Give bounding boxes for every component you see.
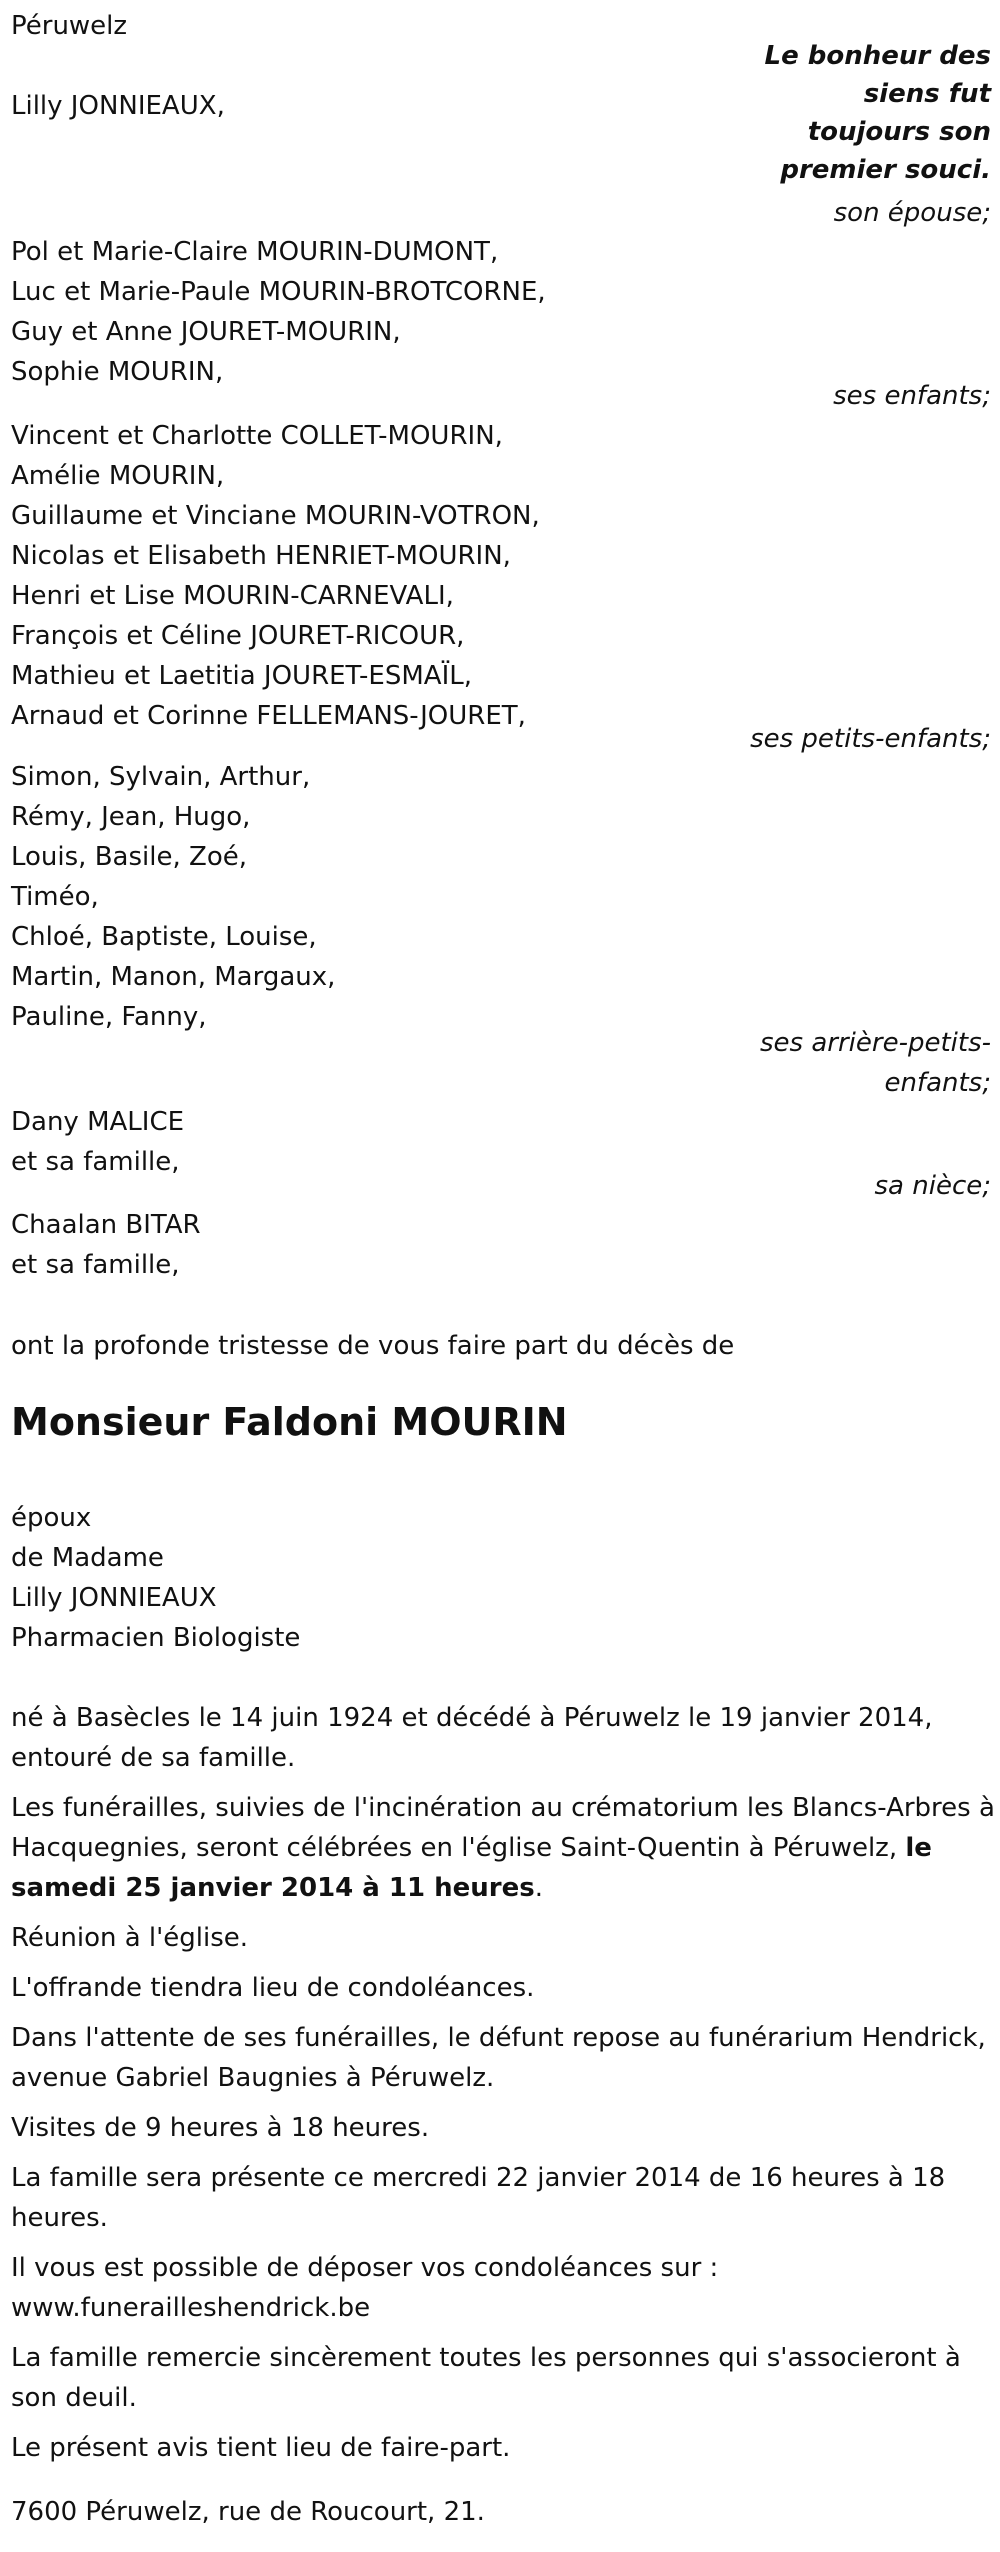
info-line: époux	[11, 1503, 92, 1533]
address: 7600 Péruwelz, rue de Roucourt, 21.	[11, 2497, 485, 2527]
list-item: Pol et Marie-Claire MOURIN-DUMONT,	[11, 237, 499, 267]
motto	[731, 37, 991, 189]
list-item: et sa famille,	[11, 1250, 180, 1280]
list-item: Guillaume et Vinciane MOURIN-VOTRON,	[11, 501, 540, 531]
visits-paragraph: Visites de 9 heures à 18 heures.	[11, 2113, 430, 2143]
funeral-date: le samedi 25 janvier 2014 à 11 heures	[11, 1833, 932, 1903]
list-item: Guy et Anne JOURET-MOURIN,	[11, 317, 401, 347]
condolences-paragraph	[11, 2248, 996, 2328]
list-item: Arnaud et Corinne FELLEMANS-JOURET,	[11, 701, 526, 731]
list-item: Pauline, Fanny,	[11, 1002, 207, 1032]
motto-line: Le bonheur des	[764, 41, 991, 71]
list-item: Nicolas et Elisabeth HENRIET-MOURIN,	[11, 541, 511, 571]
children-relation-label: ses enfants;	[833, 381, 991, 411]
funeral-end: .	[534, 1873, 543, 1903]
motto-line: toujours son	[807, 117, 991, 147]
funeral-paragraph	[11, 1788, 996, 1908]
offering-paragraph: L'offrande tiendra lieu de condoléances.	[11, 1973, 535, 2003]
spouse-relation-label: son épouse;	[833, 198, 991, 228]
label-line: ses arrière-petits-	[760, 1028, 991, 1058]
list-item: Rémy, Jean, Hugo,	[11, 802, 251, 832]
list-item: Vincent et Charlotte COLLET-MOURIN,	[11, 421, 503, 451]
children-list	[11, 232, 546, 392]
reunion-paragraph: Réunion à l'église.	[11, 1923, 249, 1953]
great-grandchildren-relation-label	[760, 1023, 991, 1103]
funeral-text: Les funérailles, suivies de l'incinération au crématorium les Blancs-Arbres à Hacquegnies, seront célébrées en l'église Saint-Quentin à Péruwelz,	[11, 1793, 995, 1863]
list-item: Chloé, Baptiste, Louise,	[11, 922, 317, 952]
info-line: Lilly JONNIEAUX	[11, 1583, 217, 1613]
family-present-paragraph: La famille sera présente ce mercredi 22 janvier 2014 de 16 heures à 18 heures.	[11, 2163, 946, 2233]
thanks-paragraph: La famille remercie sincèrement toutes les personnes qui s'associeront à son deuil.	[11, 2343, 961, 2413]
list-item: Louis, Basile, Zoé,	[11, 842, 247, 872]
condolences-text: Il vous est possible de déposer vos condoléances sur :	[11, 2253, 719, 2283]
deceased-info	[11, 1498, 300, 1658]
label-line: enfants;	[884, 1068, 991, 1098]
details	[11, 1698, 996, 2478]
info-line: Pharmacien Biologiste	[11, 1623, 301, 1653]
list-item: François et Céline JOURET-RICOUR,	[11, 621, 465, 651]
announcement: ont la profonde tristesse de vous faire part du décès de	[11, 1331, 735, 1361]
city: Péruwelz	[11, 11, 128, 41]
list-item: Chaalan BITAR	[11, 1210, 201, 1240]
list-item: Mathieu et Laetitia JOURET-ESMAÏL,	[11, 661, 473, 691]
notice-paragraph: Le présent avis tient lieu de faire-part.	[11, 2433, 511, 2463]
list-item: Henri et Lise MOURIN-CARNEVALI,	[11, 581, 454, 611]
great-grandchildren-list	[11, 757, 335, 1037]
list-item: Martin, Manon, Margaux,	[11, 962, 336, 992]
list-item: Amélie MOURIN,	[11, 461, 225, 491]
birth-paragraph: né à Basècles le 14 juin 1924 et décédé à Péruwelz le 19 janvier 2014, entouré de sa famille.	[11, 1703, 933, 1773]
grandchildren-relation-label: ses petits-enfants;	[750, 724, 991, 754]
deceased-name: Monsieur Faldoni MOURIN	[11, 1400, 568, 1444]
motto-line: premier souci.	[780, 155, 991, 185]
spouse-name: Lilly JONNIEAUX,	[11, 91, 225, 121]
list-item: Timéo,	[11, 882, 99, 912]
list-item: Luc et Marie-Paule MOURIN-BROTCORNE,	[11, 277, 546, 307]
niece-entry	[11, 1102, 184, 1182]
motto-line: siens fut	[863, 79, 991, 109]
list-item: et sa famille,	[11, 1147, 180, 1177]
list-item: Dany MALICE	[11, 1107, 185, 1137]
other-entry	[11, 1205, 201, 1285]
condolences-link[interactable]: www.funerailleshendrick.be	[11, 2293, 371, 2323]
repose-paragraph: Dans l'attente de ses funérailles, le défunt repose au funérarium Hendrick, avenue Gabriel Baugnies à Péruwelz.	[11, 2023, 986, 2093]
info-line: de Madame	[11, 1543, 164, 1573]
grandchildren-list	[11, 416, 540, 736]
list-item: Simon, Sylvain, Arthur,	[11, 762, 311, 792]
list-item: Sophie MOURIN,	[11, 357, 224, 387]
niece-relation-label: sa nièce;	[874, 1171, 991, 1201]
